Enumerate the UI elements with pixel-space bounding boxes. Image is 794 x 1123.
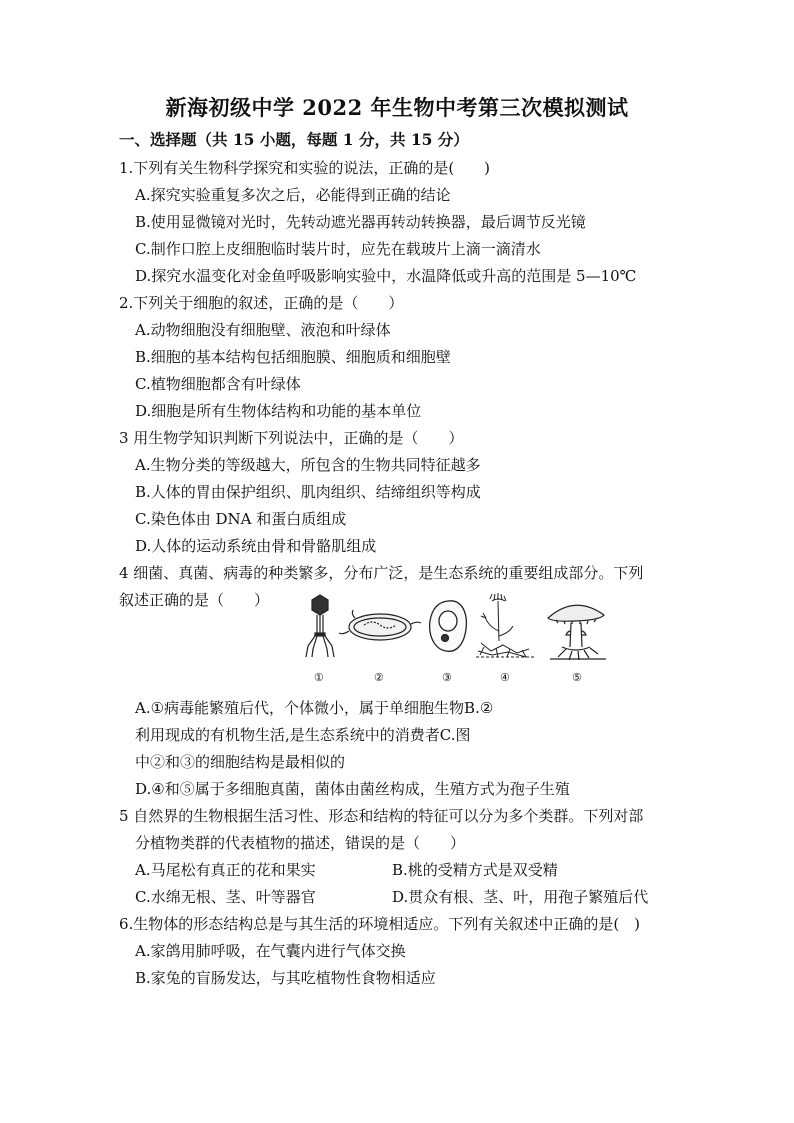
question-3-option-a: A.生物分类的等级越大，所包含的生物共同特征越多 [135,456,481,474]
question-3-option-c: C.染色体由 DNA 和蛋白质组成 [135,510,347,528]
microorganism-figure [300,591,610,689]
bacterium-illustration [339,610,421,640]
question-6-option-a: A.家鸽用肺呼吸，在气囊内进行气体交换 [135,942,406,960]
question-6-option-b: B.家兔的盲肠发达，与其吃植物性食物相适应 [135,969,436,987]
figure-label-1: ① [314,671,324,684]
mushroom-illustration [548,605,606,660]
figure-label-5: ⑤ [572,671,582,684]
yeast-cell-illustration [430,601,467,651]
question-2-stem: 2.下列关于细胞的叙述，正确的是（ ） [119,294,404,312]
figure-label-2: ② [374,671,384,684]
question-5-option-d: D.贯众有根、茎、叶，用孢子繁殖后代 [392,888,649,906]
page-title: 新海初级中学 2022 年生物中考第三次模拟测试 [165,95,629,120]
question-2-option-d: D.细胞是所有生物体结构和功能的基本单位 [135,402,422,420]
question-1-option-d: D.探究水温变化对金鱼呼吸影响实验中，水温降低或升高的范围是 5—10℃ [135,267,637,285]
question-2-option-a: A.动物细胞没有细胞壁、液泡和叶绿体 [135,321,391,339]
question-1-option-a: A.探究实验重复多次之后，必能得到正确的结论 [135,186,451,204]
question-4-option-a-line-2: 利用现成的有机物生活,是生态系统中的消费者C.图 [135,726,471,744]
question-5-option-b: B.桃的受精方式是双受精 [392,861,558,879]
question-1-stem: 1.下列有关生物科学探究和实验的说法，正确的是( ) [119,159,491,177]
question-5-option-a: A.马尾松有真正的花和果实 [135,861,316,879]
question-5-option-c: C.水绵无根、茎、叶等器官 [135,888,316,906]
question-5-stem-line-2: 分植物类群的代表植物的描述，错误的是（ ） [135,834,466,852]
question-4-stem-line-2: 叙述正确的是（ ） [119,591,270,609]
question-4-option-a-line-3: 中②和③的细胞结构是最相似的 [135,753,346,771]
question-1-option-c: C.制作口腔上皮细胞临时装片时，应先在载玻片上滴一滴清水 [135,240,541,258]
question-4-option-d: D.④和⑤属于多细胞真菌，菌体由菌丝构成，生殖方式为孢子生殖 [135,780,570,798]
figure-label-3: ③ [442,671,452,684]
question-1-option-b: B.使用显微镜对光时，先转动遮光器再转动转换器，最后调节反光镜 [135,213,586,231]
question-4-option-a-line-1: A.①病毒能繁殖后代，个体微小，属于单细胞生物B.② [135,699,494,717]
question-2-option-c: C.植物细胞都含有叶绿体 [135,375,301,393]
question-3-option-d: D.人体的运动系统由骨和骨骼肌组成 [135,537,377,555]
question-3-stem: 3 用生物学知识判断下列说法中，正确的是（ ） [119,429,464,447]
figure-label-4: ④ [500,671,510,684]
mold-illustration [476,593,536,657]
virus-illustration [306,595,334,657]
question-4-stem-line-1: 4 细菌、真菌、病毒的种类繁多，分布广泛，是生态系统的重要组成部分。下列 [119,564,644,582]
question-6-stem: 6.生物体的形态结构总是与其生活的环境相适应。下列有关叙述中正确的是( ) [119,915,641,933]
section-heading: 一、选择题（共 15 小题，每题 1 分，共 15 分） [119,130,469,149]
question-2-option-b: B.细胞的基本结构包括细胞膜、细胞质和细胞壁 [135,348,451,366]
question-3-option-b: B.人体的胃由保护组织、肌肉组织、结缔组织等构成 [135,483,481,501]
question-5-stem-line-1: 5 自然界的生物根据生活习性、形态和结构的特征可以分为多个类群。下列对部 [119,807,644,825]
